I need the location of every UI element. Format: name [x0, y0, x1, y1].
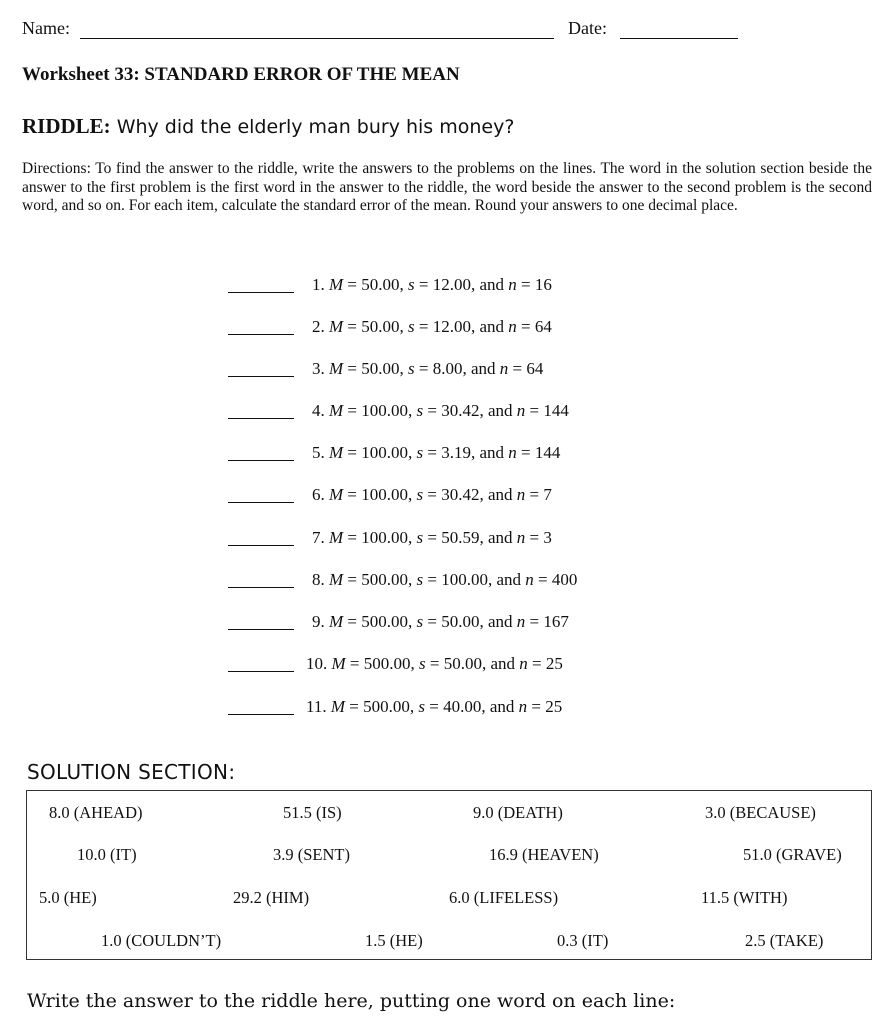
problem-text: 3. M = 50.00, s = 8.00, and n = 64	[312, 359, 544, 378]
problem-text: 6. M = 100.00, s = 30.42, and n = 7	[312, 485, 552, 504]
date-field-line[interactable]	[620, 38, 738, 39]
answer-blank[interactable]	[228, 460, 294, 461]
solution-item: 16.9 (HEAVEN)	[489, 845, 599, 864]
answer-blank[interactable]	[228, 671, 294, 672]
answer-blank[interactable]	[228, 587, 294, 588]
solution-item: 3.0 (BECAUSE)	[705, 803, 816, 822]
name-label: Name:	[22, 18, 70, 38]
problem-text: 2. M = 50.00, s = 12.00, and n = 64	[312, 317, 552, 336]
riddle-label: RIDDLE:	[22, 114, 111, 138]
answer-blank[interactable]	[228, 714, 294, 715]
solution-item: 3.9 (SENT)	[273, 845, 350, 864]
problem-text: 10. M = 500.00, s = 50.00, and n = 25	[306, 654, 563, 673]
solution-item: 6.0 (LIFELESS)	[449, 888, 559, 907]
solution-item: 10.0 (IT)	[77, 845, 137, 864]
solution-item: 11.5 (WITH)	[701, 888, 788, 907]
answer-blank[interactable]	[228, 629, 294, 630]
answer-blank[interactable]	[228, 502, 294, 503]
solution-item: 1.5 (HE)	[365, 931, 423, 950]
solution-item: 8.0 (AHEAD)	[49, 803, 143, 822]
problem-text: 4. M = 100.00, s = 30.42, and n = 144	[312, 401, 569, 420]
problem-text: 5. M = 100.00, s = 3.19, and n = 144	[312, 443, 561, 462]
problem-text: 8. M = 500.00, s = 100.00, and n = 400	[312, 570, 578, 589]
solution-item: 29.2 (HIM)	[233, 888, 310, 907]
solution-item: 0.3 (IT)	[557, 931, 609, 950]
solution-item: 9.0 (DEATH)	[473, 803, 563, 822]
solution-section-title: SOLUTION SECTION:	[27, 760, 236, 784]
riddle-heading	[22, 114, 514, 139]
date-label: Date:	[568, 18, 607, 38]
name-field-line[interactable]	[80, 38, 554, 39]
problem-text: 7. M = 100.00, s = 50.59, and n = 3	[312, 528, 552, 547]
solution-item: 2.5 (TAKE)	[745, 931, 824, 950]
answer-blank[interactable]	[228, 376, 294, 377]
problem-text: 1. M = 50.00, s = 12.00, and n = 16	[312, 275, 552, 294]
answer-blank[interactable]	[228, 418, 294, 419]
solution-item: 1.0 (COULDN’T)	[101, 931, 222, 950]
solution-item: 51.5 (IS)	[283, 803, 342, 822]
directions-text: Directions: To find the answer to the riddle, write the answers to the problems on the lines. The word in the solution section beside the answer to the first problem is the first word in the answer to the riddle, the word beside the answer to the second problem is the second word, and so on. For each item, calculate the standard error of the mean. Round your answers to one decimal place.	[22, 160, 872, 214]
answer-blank[interactable]	[228, 334, 294, 335]
final-instruction: Write the answer to the riddle here, putting one word on each line:	[27, 990, 676, 1012]
answer-blank[interactable]	[228, 292, 294, 293]
problem-text: 9. M = 500.00, s = 50.00, and n = 167	[312, 612, 569, 631]
riddle-question: Why did the elderly man bury his money?	[116, 116, 515, 138]
worksheet-title: Worksheet 33: STANDARD ERROR OF THE MEAN	[22, 64, 460, 85]
solution-box	[26, 790, 872, 960]
answer-blank[interactable]	[228, 545, 294, 546]
problem-text: 11. M = 500.00, s = 40.00, and n = 25	[306, 697, 563, 716]
solution-item: 5.0 (HE)	[39, 888, 97, 907]
solution-item: 51.0 (GRAVE)	[743, 845, 842, 864]
